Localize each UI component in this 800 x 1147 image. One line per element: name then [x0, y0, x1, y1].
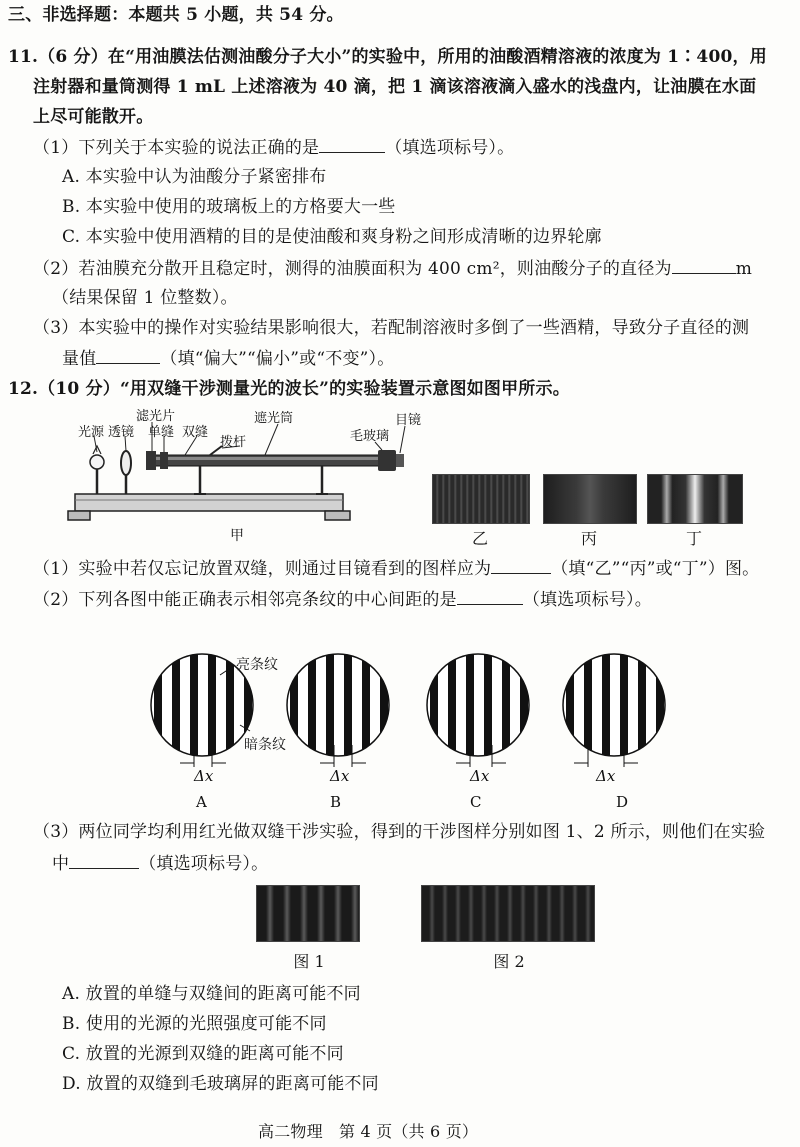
q11-part3: （3）本实验中的操作对实验结果影响很大，若配制溶液时多倒了一些酒精，导致分子直径的测: [33, 318, 750, 338]
q12-line1: 12.（10 分）“用双缝干涉测量光的波长”的实验装置示意图如图甲所示。: [8, 379, 570, 399]
q11-part3-suffix: （填“偏大”“偏小”或“不变”）。: [160, 349, 395, 369]
q11-part3-blank[interactable]: [96, 347, 160, 364]
q12-part2-text: （2）下列各图中能正确表示相邻亮条纹的中心间距的是: [33, 590, 457, 610]
q11-part1-blank[interactable]: [319, 136, 385, 153]
q11-part2: [33, 257, 752, 280]
circle-label-c: C: [470, 793, 482, 811]
circle-label-d: D: [616, 793, 629, 811]
q12-part3-cont: [52, 852, 268, 875]
circle-label-a: A: [196, 793, 207, 811]
q11-line2: 注射器和量筒测得 1 mL 上述溶液为 40 滴，把 1 滴该溶液滴入盛水的浅盘内，让油膜在水面: [33, 77, 757, 97]
q12-option-c: C. 放置的光源到双缝的距离可能不同: [62, 1044, 344, 1064]
label-filter: 滤光片: [136, 409, 176, 424]
q12-part1-text: （1）实验中若仅忘记放置双缝，则通过目镜看到的图样应为: [33, 559, 492, 579]
caption-yi: 乙: [471, 529, 488, 548]
caption-fig2: 图 2: [493, 952, 525, 971]
label-light-source: 光源: [78, 425, 105, 440]
interference-figure-2: [421, 885, 595, 942]
q12-option-a: A. 放置的单缝与双缝间的距离可能不同: [62, 984, 361, 1004]
label-single-slit: 单缝: [148, 425, 175, 440]
label-double-slit: 双缝: [182, 425, 209, 440]
q11-part2-text: （2）若油膜充分散开且稳定时，测得的油膜面积为 400 cm²，则油酸分子的直径为: [33, 259, 672, 279]
page-footer: 高二物理 第 4 页（共 6 页）: [258, 1122, 479, 1141]
q12-part2-suffix: （填选项标号）。: [522, 590, 652, 610]
q11-part3-label: 量值: [62, 349, 97, 369]
q11-part2-unit: m: [735, 259, 753, 279]
q12-part2-blank[interactable]: [457, 588, 523, 605]
q11-option-a: A. 本实验中认为油酸分子紧密排布: [62, 167, 327, 187]
circle-c-stripes: [427, 645, 529, 765]
delta-x-label-c: Δx: [470, 767, 490, 785]
caption-bing: 丙: [580, 529, 597, 548]
delta-x-label-a: Δx: [194, 767, 214, 785]
q11-part1: [33, 136, 514, 159]
pattern-ding: [647, 474, 743, 524]
q11-line3: 上尽可能散开。: [33, 107, 154, 127]
q12-part3: （3）两位同学均利用红光做双缝干涉实验，得到的干涉图样分别如图 1、2 所示，则他们在实验: [33, 822, 766, 842]
label-lens: 透镜: [108, 425, 135, 440]
section-header: 三、非选择题：本题共 5 小题，共 54 分。: [8, 5, 344, 25]
q12-part1-blank[interactable]: [491, 557, 551, 574]
delta-x-label-b: Δx: [330, 767, 350, 785]
q11-option-b: B. 本实验中使用的玻璃板上的方格要大一些: [62, 197, 396, 217]
apparatus-diagram: [60, 408, 430, 548]
q12-part3-label: 中: [52, 854, 70, 874]
pattern-bing: [543, 474, 637, 524]
dark-fringe-label: 暗条纹: [244, 737, 286, 753]
pattern-yi: [432, 474, 530, 524]
q11-option-c: C. 本实验中使用酒精的目的是使油酸和爽身粉之间形成清晰的边界轮廓: [62, 227, 602, 247]
q11-line1: 11.（6 分）在“用油膜法估测油酸分子大小”的实验中，所用的油酸酒精溶液的浓度为 1∶400，用: [8, 47, 767, 67]
label-eyepiece: 目镜: [395, 413, 422, 428]
q11-part2-note: （结果保留 1 位整数）。: [52, 288, 238, 308]
q12-option-b: B. 使用的光源的光照强度可能不同: [62, 1014, 327, 1034]
bright-fringe-label: 亮条纹: [236, 657, 278, 673]
circle-b-stripes: [287, 645, 389, 765]
circle-d-stripes: [563, 645, 665, 765]
q12-part3-blank[interactable]: [69, 852, 139, 869]
q11-part3-cont: [62, 347, 394, 370]
caption-fig1: 图 1: [293, 952, 325, 971]
q12-part3-suffix: （填选项标号）。: [139, 854, 269, 874]
circle-label-b: B: [330, 793, 342, 811]
fringe-circles-figure: [140, 645, 700, 813]
q12-option-d: D. 放置的双缝到毛玻璃屏的距离可能不同: [62, 1074, 379, 1094]
delta-x-label-d: Δx: [596, 767, 616, 785]
label-ground-glass: 毛玻璃: [350, 429, 390, 444]
caption-jia: 甲: [230, 528, 244, 544]
q12-part1-suffix: （填“乙”“丙”或“丁”）图。: [551, 559, 760, 579]
q11-part2-blank[interactable]: [672, 257, 736, 274]
label-shade-tube: 遮光筒: [254, 411, 294, 426]
caption-ding: 丁: [685, 529, 702, 548]
q12-part1: [33, 557, 759, 580]
q11-part1-suffix: （填选项标号）。: [385, 138, 515, 158]
q12-part2: [33, 588, 652, 611]
interference-figure-1: [256, 885, 360, 942]
q11-part1-text: （1）下列关于本实验的说法正确的是: [33, 138, 320, 158]
label-lever: 拨杆: [220, 435, 247, 450]
